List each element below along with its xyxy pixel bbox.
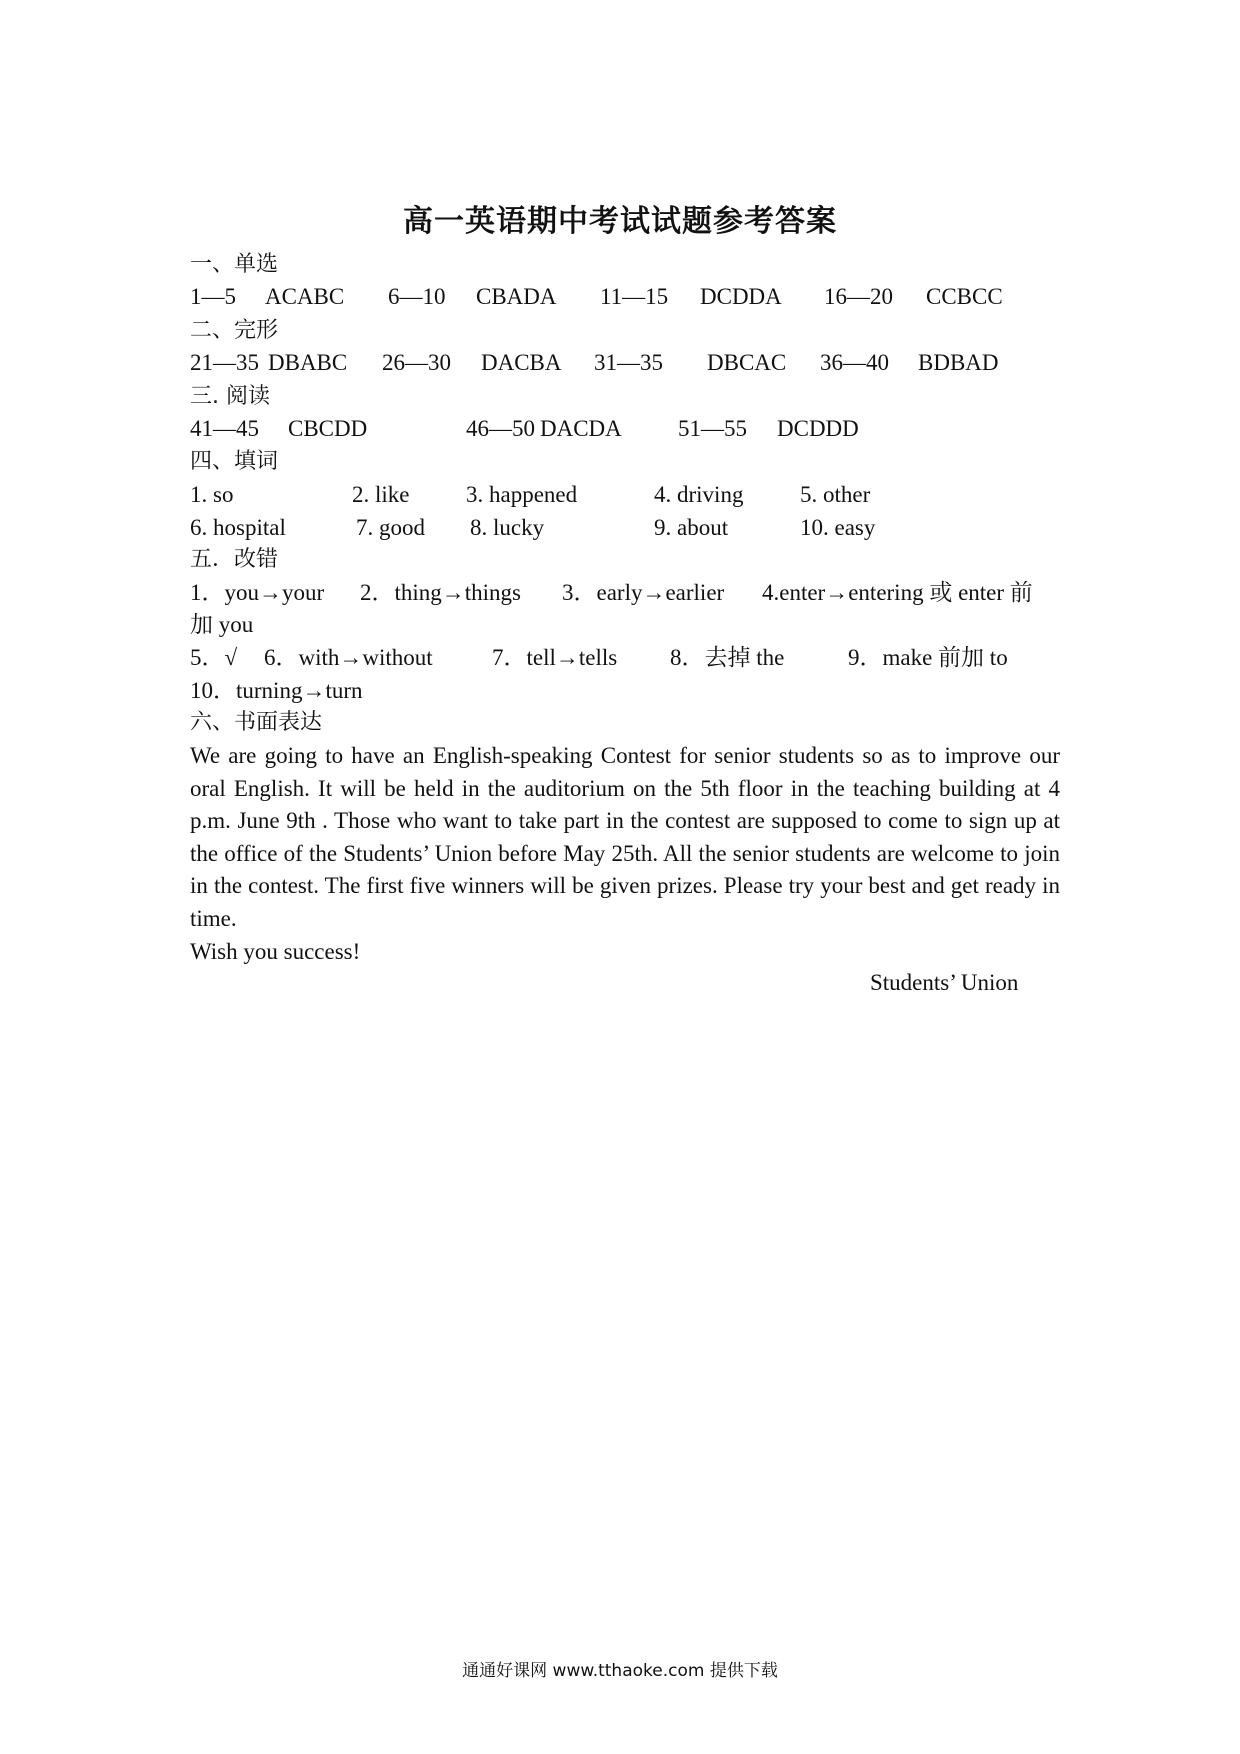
fill-item-4: 4. driving (654, 482, 744, 507)
essay-body (190, 740, 1060, 968)
s1-answers-3: DCDDA (700, 284, 782, 309)
fill-item-10: 10. easy (800, 515, 876, 540)
s3-range-3: 51—55 (678, 416, 747, 441)
fill-item-9: 9. about (654, 515, 729, 540)
correction-9: 9．make 前加 to (848, 645, 1008, 670)
s1-range-3: 11—15 (600, 284, 669, 309)
s2-answers-3: DBCAC (707, 350, 787, 375)
fill-item-1: 1. so (190, 482, 234, 507)
section3-heading: 三. 阅读 (190, 384, 270, 409)
fill-item-5: 5. other (800, 482, 871, 507)
s2-answers-1: DBABC (268, 350, 348, 375)
s2-answers-2: DACBA (481, 350, 562, 375)
s1-range-4: 16—20 (824, 284, 893, 309)
page-title: 高一英语期中考试试题参考答案 (403, 204, 837, 239)
fill-item-3: 3. happened (466, 482, 578, 507)
s3-answers-2: DACDA (540, 416, 622, 441)
section1-heading: 一、单选 (190, 252, 279, 277)
essay-signature: Students’ Union (870, 970, 1019, 995)
essay-paragraph: We are going to have an English-speaking Contest for senior students so as to improve our oral English. It will be held in the auditorium on the 5th floor in the teaching building at 4 p.m. June 9th . Those who want to take part in the contest are supposed to come to sign up at the office of the Students’ Union before May 25th. All the senior students are welcome to join in the contest. The first five winners will be given prizes. Please try your best and get ready in time. (190, 743, 1060, 931)
s1-range-1: 1—5 (190, 284, 236, 309)
fill-item-7: 7. good (356, 515, 425, 540)
s2-range-4: 36—40 (820, 350, 889, 375)
s1-answers-2: CBADA (476, 284, 557, 309)
correction-7: 7．tell→tells (492, 645, 618, 670)
s1-answers-1: ACABC (265, 284, 345, 309)
section5-heading: 五．改错 (190, 547, 279, 572)
s3-range-2: 46—50 (466, 416, 535, 441)
fill-item-2: 2. like (352, 482, 410, 507)
section6-heading: 六、书面表达 (190, 710, 323, 735)
correction-10: 10．turning→turn (190, 678, 363, 703)
s2-answers-4: BDBAD (918, 350, 999, 375)
s3-answers-1: CBCDD (288, 416, 368, 441)
s1-answers-4: CCBCC (926, 284, 1003, 309)
section2-heading: 二、完形 (190, 318, 279, 343)
s2-range-2: 26—30 (382, 350, 451, 375)
s2-range-1: 21—35 (190, 350, 259, 375)
s3-range-1: 41—45 (190, 416, 259, 441)
correction-8: 8．去掉 the (670, 645, 785, 670)
correction-6: 6．with→without (264, 645, 433, 670)
correction-4: 4.enter→entering 或 enter 前 (762, 580, 1033, 605)
correction-2: 2．thing→things (360, 580, 522, 605)
correction-3: 3．early→earlier (562, 580, 725, 605)
section4-heading: 四、填词 (190, 449, 279, 474)
page-footer: 通通好课网 www.tthaoke.com 提供下载 (462, 1661, 778, 1681)
correction-4-continued: 加 you (190, 612, 254, 637)
fill-item-6: 6. hospital (190, 515, 286, 540)
correction-5: 5．√ (190, 645, 238, 670)
fill-item-8: 8. lucky (470, 515, 545, 540)
s3-answers-3: DCDDD (777, 416, 859, 441)
s2-range-3: 31—35 (594, 350, 663, 375)
s1-range-2: 6—10 (388, 284, 446, 309)
correction-1: 1．you→your (190, 580, 325, 605)
essay-closing: Wish you success! (190, 938, 361, 964)
